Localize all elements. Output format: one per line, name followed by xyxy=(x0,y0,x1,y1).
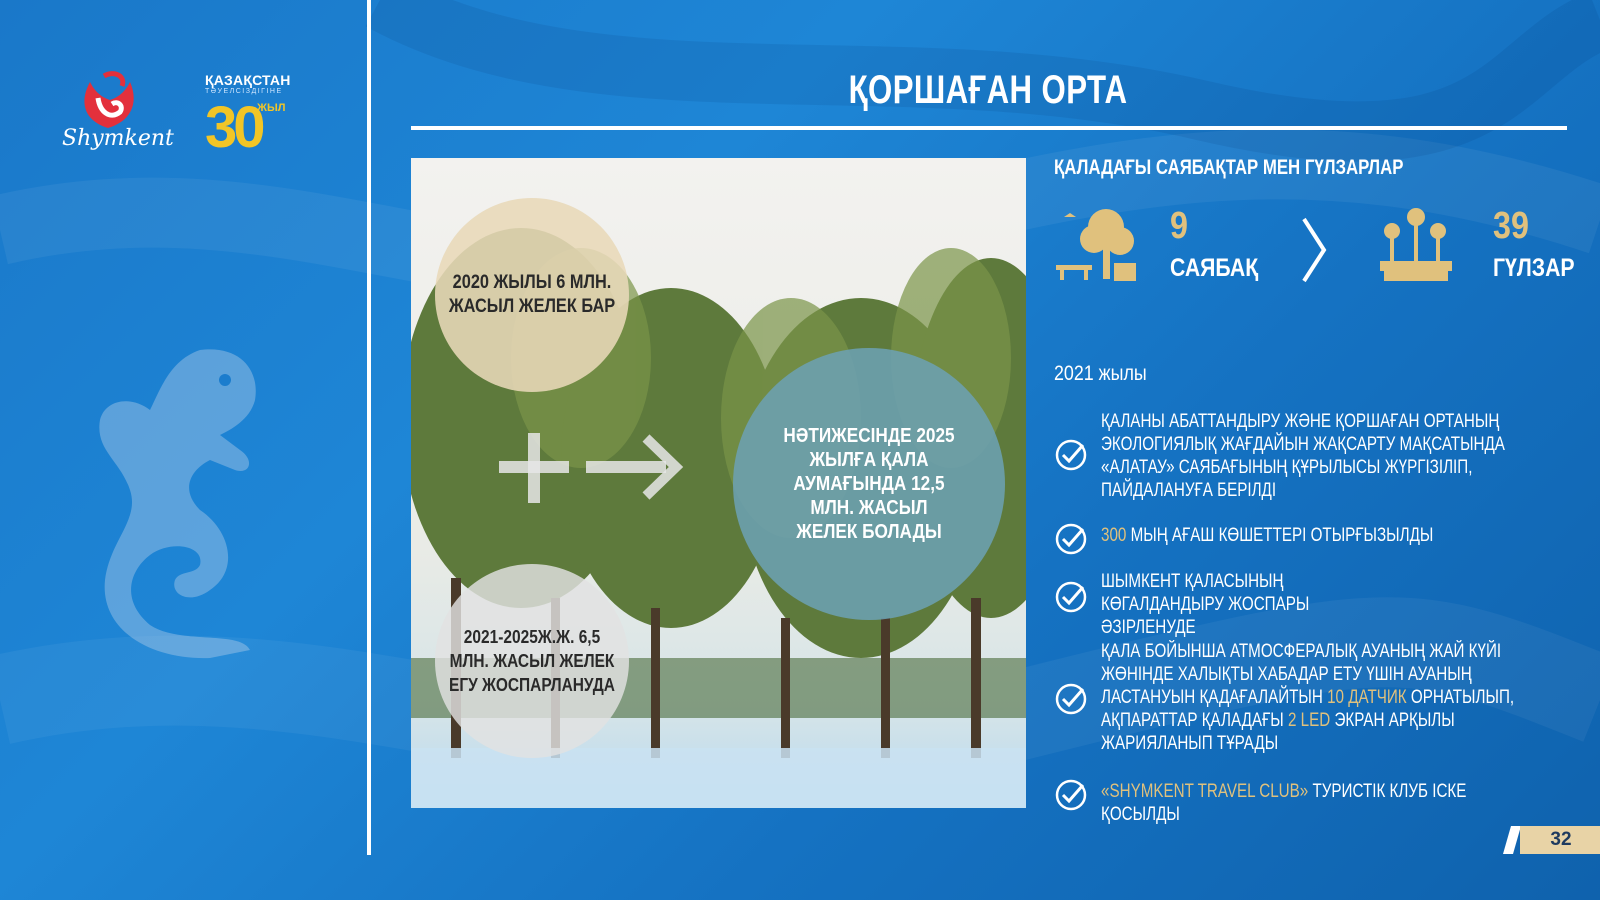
snow-leopard-icon xyxy=(90,340,280,660)
check-circle-icon xyxy=(1054,438,1088,472)
circle-plan xyxy=(435,564,629,758)
page-number-slash xyxy=(1503,826,1521,854)
check-circle-icon xyxy=(1054,580,1088,614)
item-part: ҚАЛА БОЙЫНША АТМОСФЕРАЛЫҚ АУАНЫҢ ЖАЙ КҮЙІ ЖӨНІНДЕ ХАЛЫҚТЫ ХАБАДАР ЕТУ ҮШІН АУАНЫҢ ЛАСТАНУЫН ҚАДАҒАЛАЙТЫН xyxy=(1101,641,1502,708)
kazakhstan-30-logo xyxy=(205,72,295,172)
item-highlight: 300 xyxy=(1101,525,1127,546)
title-underline xyxy=(411,126,1567,130)
item-rest: ТУРИСТІК КЛУБ ІСКЕ ҚОСЫЛДЫ xyxy=(1101,781,1467,825)
item-text: ШЫМКЕНТ ҚАЛАСЫНЫҢ КӨГАЛДАНДЫРУ ЖОСПАРЫ ӘЗІРЛЕНУДЕ xyxy=(1101,571,1310,638)
flowerbed-label: ГҮЛЗАР xyxy=(1493,254,1575,282)
chevron-right-icon xyxy=(1300,215,1330,285)
item-text xyxy=(1101,524,1549,547)
vertical-divider xyxy=(367,0,371,855)
circle-result xyxy=(733,348,1005,620)
park-tree-bench-icon xyxy=(1054,205,1144,285)
parks-title: ҚАЛАДАҒЫ САЯБАҚТАР МЕН ГҮЛЗАРЛАР xyxy=(1054,156,1404,179)
item-text: ҚАЛАНЫ АБАТТАНДЫРУ ЖӘНЕ ҚОРШАҒАН ОРТАНЫҢ ЭКОЛОГИЯЛЫҚ ЖАҒДАЙЫН ЖАҚСАРТУ МАҚСАТЫНДА «АЛАТАУ» САЯБАҒЫНЫҢ ҚҰРЫЛЫСЫ ЖҮРГІЗІЛІП, ПАЙДАЛАНУҒА БЕРІЛДІ xyxy=(1101,411,1505,501)
page-title: ҚОРШАҒАН ОРТА xyxy=(848,68,1128,112)
item-highlight-unit: LED xyxy=(1296,710,1331,731)
kz30-unit: ЖЫЛ xyxy=(257,102,286,114)
kz30-line1: ҚАЗАҚСТАН xyxy=(205,72,291,88)
item-part: ОРНАТЫЛЫП, АҚПАРАТТАР ҚАЛАДАҒЫ xyxy=(1101,687,1515,731)
park-label: САЯБАҚ xyxy=(1170,254,1259,282)
park-count: 9 xyxy=(1170,205,1188,247)
page-number: 32 xyxy=(1550,829,1572,850)
item-highlight: 2 xyxy=(1287,710,1297,731)
trees-photo xyxy=(411,158,1026,808)
circle-2020 xyxy=(435,198,629,392)
item-text xyxy=(1101,640,1565,755)
kz30-number: 30 xyxy=(205,95,262,160)
kz30-line2: ТӘУЕЛСІЗДІГІНЕ xyxy=(205,88,283,95)
check-circle-icon xyxy=(1054,778,1088,812)
circle-result-text: НӘТИЖЕСІНДЕ 2025 ЖЫЛҒА ҚАЛА АУМАҒЫНДА 12,5 МЛН. ЖАСЫЛ ЖЕЛЕК БОЛАДЫ xyxy=(783,425,955,543)
circle-2020-text: 2020 ЖЫЛЫ 6 МЛН. ЖАСЫЛ ЖЕЛЕК БАР xyxy=(448,272,616,317)
item-part: ЭКРАН АРҚЫЛЫ ЖАРИЯЛАНЫП ТҰРАДЫ xyxy=(1101,710,1455,754)
item-highlight: «SHYMKENT TRAVEL CLUB» xyxy=(1101,781,1309,802)
item-highlight-unit: ДАТЧИК xyxy=(1343,687,1407,708)
flowerbed-icon xyxy=(1378,205,1454,283)
item-highlight: 10 xyxy=(1327,687,1344,708)
plus-arrow-icon xyxy=(491,428,691,508)
circle-plan-text: 2021-2025Ж.Ж. 6,5 МЛН. ЖАСЫЛ ЖЕЛЕК ЕГУ ЖОСПАРЛАНУДА xyxy=(449,627,615,695)
year-label: 2021 жылы xyxy=(1054,362,1147,385)
item-rest: МЫҢ АҒАШ КӨШЕТТЕРІ ОТЫРҒЫЗЫЛДЫ xyxy=(1126,525,1434,546)
check-circle-icon xyxy=(1054,522,1088,556)
flowerbed-count: 39 xyxy=(1493,205,1529,247)
check-circle-icon xyxy=(1054,682,1088,716)
item-text xyxy=(1101,780,1549,826)
logo-text: Shymkent xyxy=(62,126,174,151)
shymkent-logo xyxy=(60,70,170,170)
